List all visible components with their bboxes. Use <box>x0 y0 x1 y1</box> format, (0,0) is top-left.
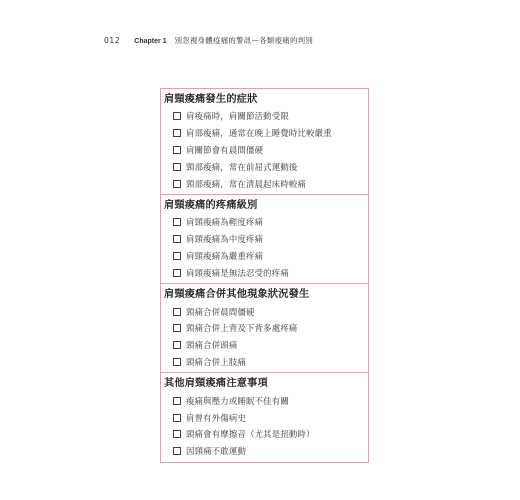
checklist-item[interactable] <box>161 320 368 337</box>
checkbox[interactable] <box>173 163 181 171</box>
checkbox[interactable] <box>173 358 181 366</box>
item-text: 頸部痠痛，常在清晨起床時較痛 <box>186 178 307 189</box>
checkbox[interactable] <box>173 252 181 260</box>
checkbox[interactable] <box>173 430 181 438</box>
item-text: 肩部痠痛，通常在晚上睡覺時比較嚴重 <box>186 128 332 139</box>
section-title: 肩頸痠痛合併其他現象狀況發生 <box>164 289 310 301</box>
item-text: 頸痛合併上背及下背多處疼痛 <box>186 323 298 334</box>
checklist-box <box>160 88 369 463</box>
section-accompanying-conditions <box>161 283 368 372</box>
checklist-item[interactable] <box>161 175 368 192</box>
checkbox[interactable] <box>173 324 181 332</box>
checklist-item[interactable] <box>161 264 368 281</box>
item-text: 肩關節會有晨間僵硬 <box>186 144 264 155</box>
checkbox[interactable] <box>173 308 181 316</box>
checkbox[interactable] <box>173 146 181 154</box>
section-title: 肩頸痠痛的疼痛級別 <box>164 199 258 211</box>
checklist-item[interactable] <box>161 409 368 426</box>
chapter-label: Chapter 1 <box>134 38 167 45</box>
item-text: 痠痛與壓力或睡眠不佳有關 <box>186 395 289 406</box>
item-text: 肩痠痛時，肩關節活動受限 <box>186 111 289 122</box>
checklist-item[interactable] <box>161 142 368 159</box>
section-symptoms <box>161 89 368 194</box>
checkbox[interactable] <box>173 218 181 226</box>
checklist-item[interactable] <box>161 125 368 142</box>
checklist-item[interactable] <box>161 231 368 248</box>
item-text: 頸痛合併頭痛 <box>186 340 238 351</box>
section-pain-level <box>161 194 368 283</box>
checklist-item[interactable] <box>161 214 368 231</box>
item-text: 頸痛會有摩擦音（尤其是扭動時） <box>186 429 315 440</box>
section-other-notes <box>161 372 368 461</box>
item-text: 肩頸痠痛為嚴重疼痛 <box>186 250 264 261</box>
checklist-item[interactable] <box>161 354 368 371</box>
item-text: 肩頸痠痛為輕度疼痛 <box>186 217 264 228</box>
checklist-item[interactable] <box>161 303 368 320</box>
section-title: 肩頸痠痛發生的症狀 <box>164 94 258 105</box>
checklist-item[interactable] <box>161 392 368 409</box>
checklist-item[interactable] <box>161 248 368 265</box>
checkbox[interactable] <box>173 447 181 455</box>
section-title: 其他肩頸痠痛注意事項 <box>164 378 268 390</box>
running-header <box>104 35 313 46</box>
running-title: 別忽視身體疫痛的警訊—各類痠痛的判別 <box>174 36 314 45</box>
item-text: 肩曾有外傷病史 <box>186 412 247 423</box>
checklist-item[interactable] <box>161 337 368 354</box>
checkbox[interactable] <box>173 129 181 137</box>
checklist-item[interactable] <box>161 108 368 125</box>
checklist-item[interactable] <box>161 158 368 175</box>
item-text: 肩頸痠痛為中度疼痛 <box>186 234 264 245</box>
checkbox[interactable] <box>173 414 181 422</box>
checkbox[interactable] <box>173 341 181 349</box>
checkbox[interactable] <box>173 235 181 243</box>
checkbox[interactable] <box>173 180 181 188</box>
item-text: 頸痛合併晨間僵硬 <box>186 306 255 317</box>
checkbox[interactable] <box>173 112 181 120</box>
item-text: 肩頸痠痛是無法忍受的疼痛 <box>186 267 289 278</box>
checklist-item[interactable] <box>161 443 368 460</box>
page-number: 012 <box>104 36 121 45</box>
item-text: 頸部痠痛，常在前屈式運動後 <box>186 161 298 172</box>
checkbox[interactable] <box>173 397 181 405</box>
item-text: 因頸痛不敢運動 <box>186 446 247 457</box>
item-text: 頸痛合併上肢痛 <box>186 356 247 367</box>
checkbox[interactable] <box>173 269 181 277</box>
checklist-item[interactable] <box>161 426 368 443</box>
